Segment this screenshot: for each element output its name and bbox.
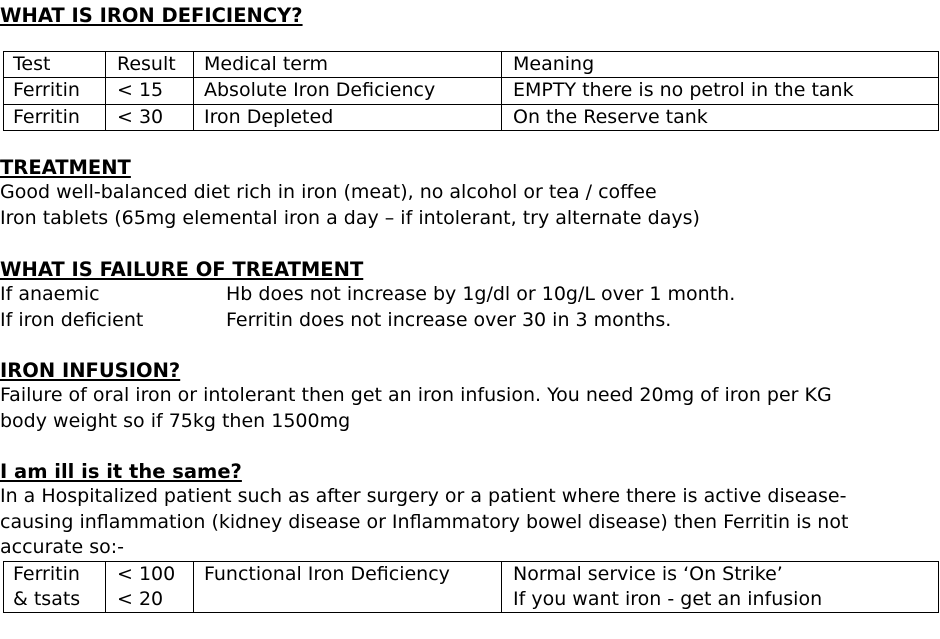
criteria-label: If iron deficient: [0, 308, 144, 331]
section-heading: I am ill is it the same?: [0, 460, 242, 483]
section-failure-of-treatment: [0, 257, 940, 333]
table-cell: Ferritin: [4, 104, 106, 130]
table-cell: < 30: [106, 104, 194, 130]
cell-line: Normal service is ‘On Strike’: [513, 563, 783, 585]
cell-line: Functional Iron Deficiency: [204, 563, 450, 585]
section-heading: IRON INFUSION?: [0, 359, 181, 382]
criteria-text: Hb does not increase by 1g/dl or 10g/L over 1 month.: [226, 283, 736, 306]
cell-line: If you want iron - get an infusion: [513, 588, 823, 610]
paragraph-line: accurate so:-: [0, 535, 124, 558]
table-header-cell: Result: [106, 52, 194, 78]
criteria-row: [0, 282, 940, 307]
paragraph-line: Good well-balanced diet rich in iron (meat), no alcohol or tea / coffee: [0, 181, 657, 204]
table-cell: Iron Depleted: [194, 104, 502, 130]
paragraph-line: causing inflammation (kidney disease or Inflammatory bowel disease) then Ferritin is not: [0, 510, 849, 533]
table-header-cell: Test: [4, 52, 106, 78]
paragraph-line: Iron tablets (65mg elemental iron a day – if intolerant, try alternate days): [0, 206, 700, 229]
cell-line: < 20: [117, 588, 164, 610]
paragraph-line: In a Hospitalized patient such as after surgery or a patient where there is active disease-: [0, 485, 847, 508]
table-header-cell: Meaning: [502, 52, 939, 78]
table-row: [4, 104, 939, 130]
table-cell: EMPTY there is no petrol in the tank: [502, 78, 939, 104]
cell-line: < 100: [117, 563, 176, 585]
section-iron-deficiency: [0, 3, 940, 28]
table-cell: [4, 562, 106, 613]
table-header-cell: Medical term: [194, 52, 502, 78]
table-cell: [106, 562, 194, 613]
functional-iron-table: [3, 561, 939, 613]
ferritin-table: [3, 51, 939, 131]
table-cell: Ferritin: [4, 78, 106, 104]
table-cell: [194, 562, 502, 613]
section-treatment: [0, 155, 940, 231]
paragraph-line: Failure of oral iron or intolerant then get an iron infusion. You need 20mg of iron per KG: [0, 384, 832, 407]
table-row: [4, 562, 939, 613]
section-am-i-ill: [0, 459, 940, 560]
cell-line: & tsats: [13, 588, 81, 610]
table-cell: Absolute Iron Deficiency: [194, 78, 502, 104]
section-iron-infusion: [0, 358, 940, 434]
criteria-row: [0, 308, 940, 333]
cell-line: Ferritin: [13, 563, 80, 585]
table-cell: [502, 562, 939, 613]
section-heading: WHAT IS IRON DEFICIENCY?: [0, 4, 303, 27]
table-header-row: [4, 52, 939, 78]
table-cell: < 15: [106, 78, 194, 104]
paragraph-line: body weight so if 75kg then 1500mg: [0, 409, 351, 432]
criteria-text: Ferritin does not increase over 30 in 3 months.: [226, 308, 672, 331]
section-heading: WHAT IS FAILURE OF TREATMENT: [0, 258, 364, 281]
section-heading: TREATMENT: [0, 156, 131, 179]
criteria-label: If anaemic: [0, 283, 100, 306]
table-cell: On the Reserve tank: [502, 104, 939, 130]
table-row: [4, 78, 939, 104]
